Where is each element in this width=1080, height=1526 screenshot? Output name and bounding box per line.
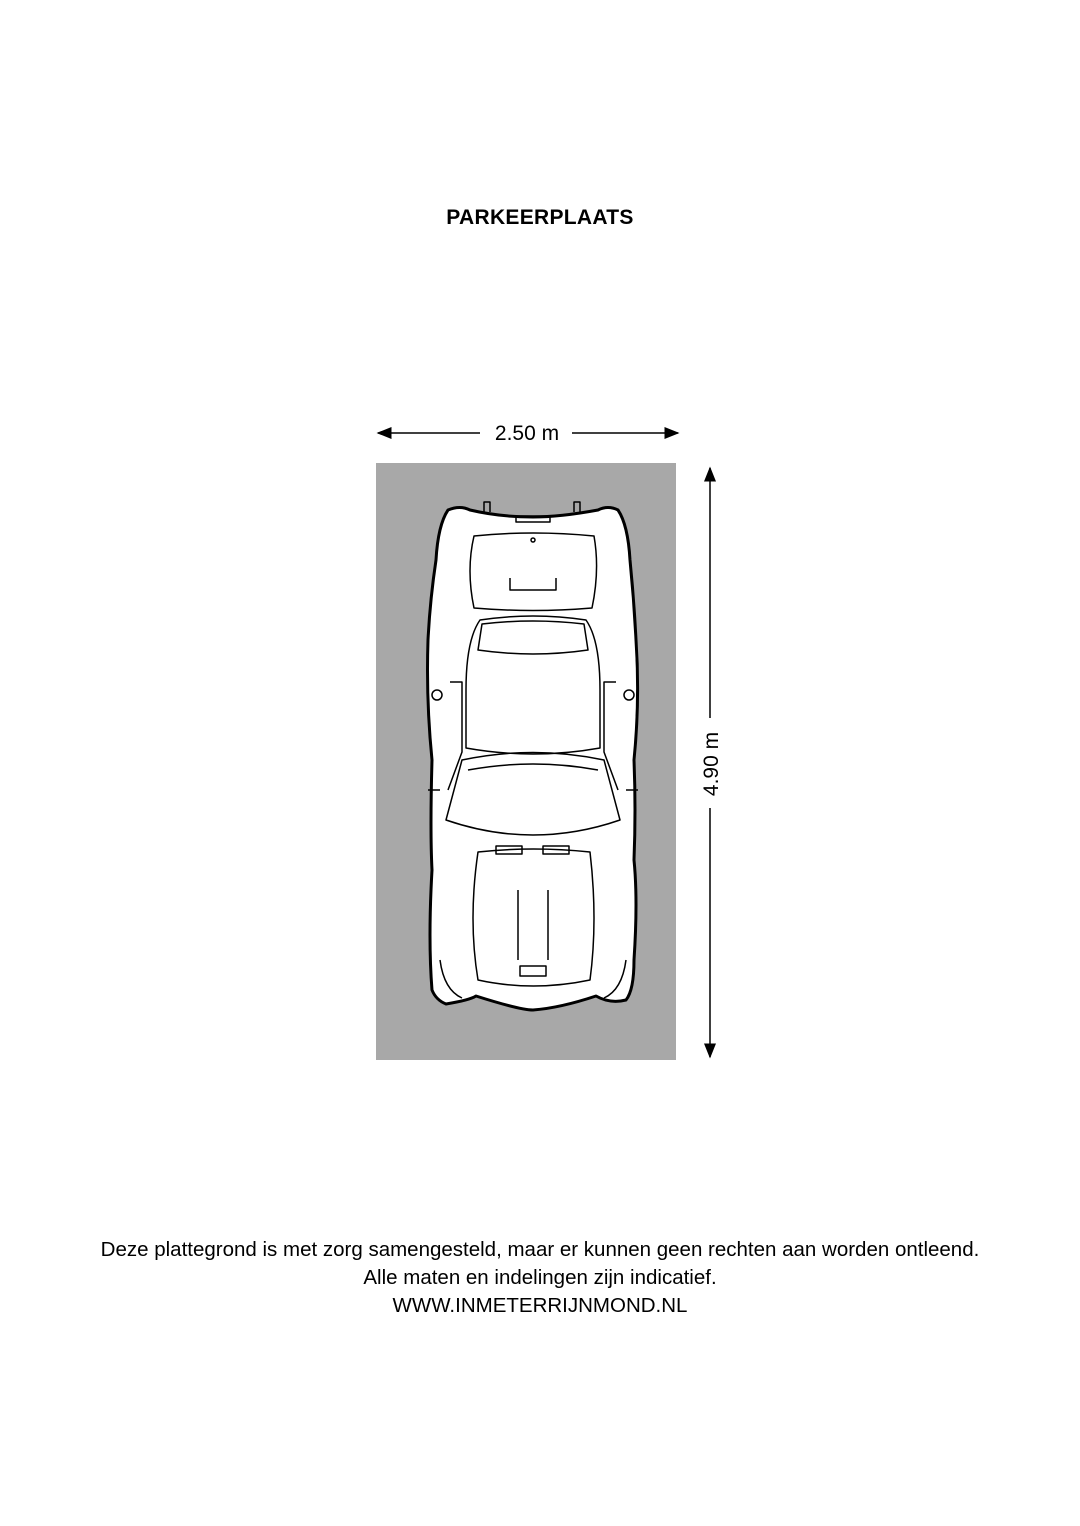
plan-title-text: PARKEERPLAATS [446, 206, 634, 229]
width-dimension [378, 422, 678, 445]
footer-note: Alle maten en indelingen zijn indicatief. [363, 1266, 717, 1289]
footer [0, 1236, 1080, 1320]
length-dimension [700, 468, 723, 1057]
width-label: 2.50 m [494, 422, 560, 445]
length-label: 4.90 m [700, 731, 723, 797]
car-top-view-icon [428, 502, 639, 1010]
footer-disclaimer: Deze plattegrond is met zorg samengesteld, maar er kunnen geen rechten aan worden ontleend. [100, 1238, 980, 1261]
footer-website[interactable]: WWW.INMETERRIJNMOND.NL [392, 1294, 688, 1317]
